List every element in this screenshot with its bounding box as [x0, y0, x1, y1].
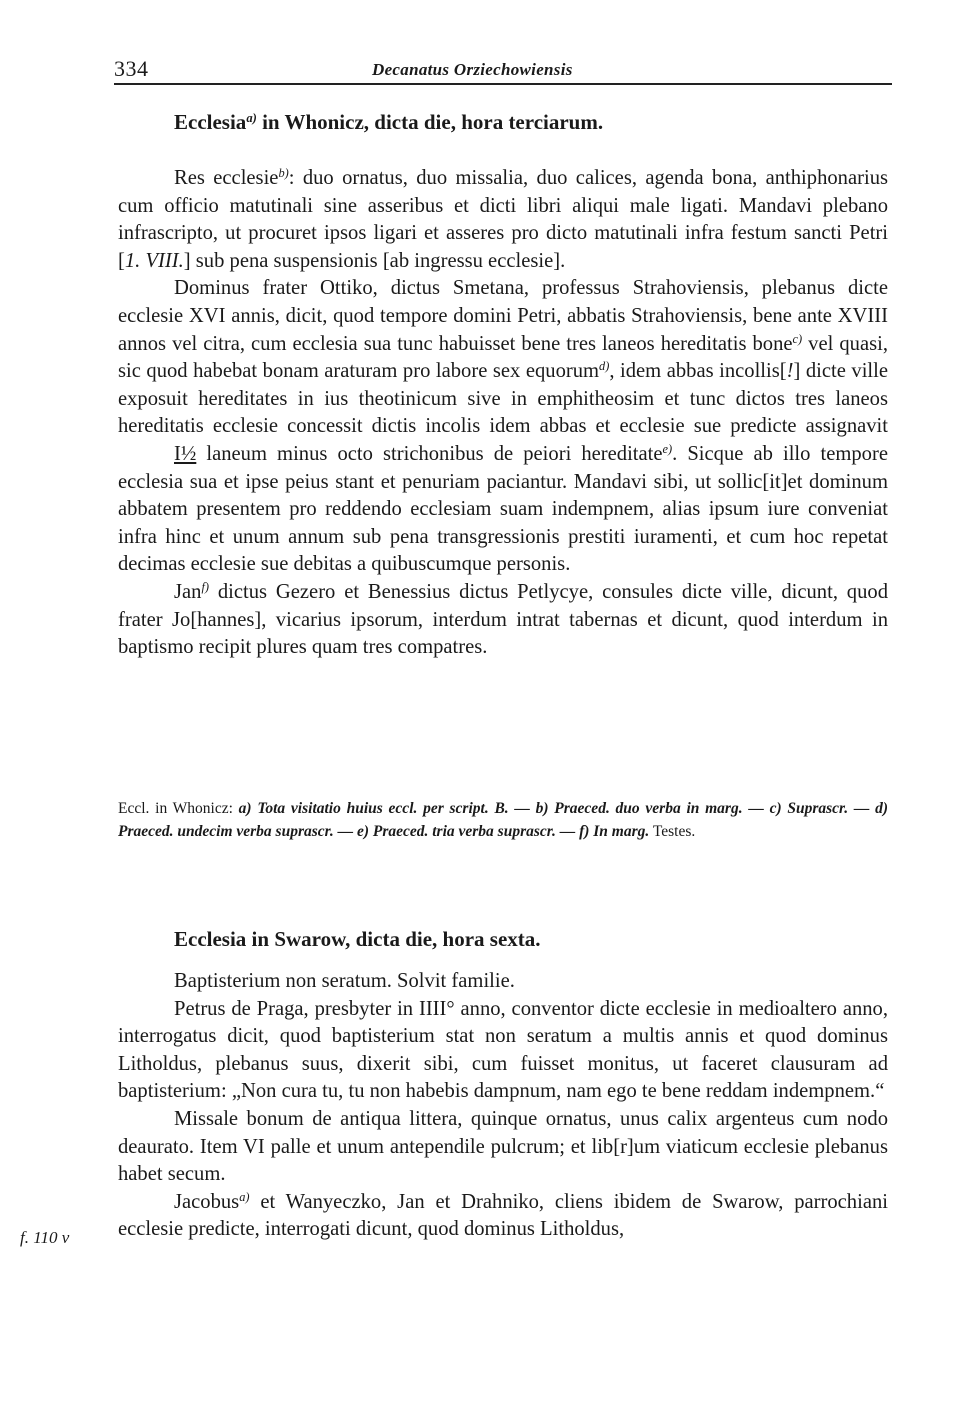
footnote-marker: c) — [792, 331, 803, 346]
notes-text: a) Tota visitatio huius eccl. per script. B. — b) Praeced. duo verba in marg. — c) Suprascr. — d) Praeced. undecim verba suprascr. — e) Praeced. tria verba suprascr. — f) In marg. — [118, 800, 888, 840]
footnote-marker: f) — [201, 580, 210, 595]
date-reference: 1. VIII. — [124, 249, 184, 272]
header-rule — [114, 83, 892, 85]
paragraph — [118, 579, 888, 662]
text-run: dictus Gezero et Benessius dictus Petlycye, consules dicte ville, dicunt, quod frater Jo[hannes], vicarius ipsorum, interdum intrat tabernas et dicunt, quod interdum in baptismo recipit plures quam tres compatres. — [118, 580, 888, 659]
paragraph: Petrus de Praga, presbyter in IIII° anno, conventor dicte ecclesie in medioaltero anno, interrogatus dicit, quod baptisterium stat non seratum a multis annis et quod dominus Litholdus, plebanus suus, dixerit sibi, cum fuisset monitus, ut faceret clausuram ad baptisterium: „Non cura tu, tu non habebis dampnum, nam ego te bene reddam indempnem.“ — [118, 997, 888, 1103]
paragraph — [118, 1189, 888, 1244]
notes-lead: Eccl. in Whonicz: — [118, 800, 239, 817]
critical-apparatus — [118, 798, 888, 843]
text-run: ] dicte ville exposuit hereditates in ius theotinicum sive in emphitheosim et tunc dictos tres laneos hereditatis ecclesie concessit dictis incolis idem abbas et ecclesie sue predicte assignavit — [118, 360, 889, 438]
heading-text: in Whonicz, dicta die, hora terciarum. — [256, 110, 604, 134]
running-title: Decanatus Orziechowiensis — [372, 60, 573, 79]
text-run: Jan — [174, 580, 202, 603]
footnote-marker: a) — [246, 111, 257, 126]
heading-text: Ecclesia — [174, 110, 247, 134]
footnote-marker: b) — [278, 166, 289, 181]
page-number: 334 — [114, 56, 149, 81]
fraction-numeral: I½ — [174, 442, 197, 465]
section-heading-swarow: Ecclesia in Swarow, dicta die, hora sexta. — [174, 927, 541, 951]
text-run: . Sicque ab illo tempore ecclesia sua et ipse peius stant et penuriam paciantur. Mandavi sibi, ut sollic[it]et dominum abbatem presentem pro reddendo ecclesiam suam indempnem, alias ipsum iure conveniat infra hinc et unum annum sub pena transgressionis prestiti iuramenti, et cum hoc repetat decimas ecclesie sue debitas a quibuscumque personis. — [118, 442, 888, 576]
paragraph: Baptisterium non seratum. Solvit familie. — [174, 970, 515, 992]
section-body-swarow — [118, 968, 888, 1244]
text-run: ] sub pena suspensionis [ab ingressu ecclesie]. — [183, 249, 566, 272]
text-run: Dominus frater Ottiko, dictus Smetana, professus Strahoviensis, plebanus dicte ecclesie XVI annis, dicit, quod tempore domini Petri, abbatis Strahoviensis, bene ante XVIII annos vel citra, cum ecclesia sua tunc habuisset bene tres laneos hereditatis bone — [118, 277, 888, 355]
section-heading-whonicz — [174, 110, 603, 135]
paragraph — [118, 165, 888, 275]
text-run: Res ecclesie — [174, 167, 279, 189]
text-run: : duo ornatus, duo missalia, duo calices, agenda bona, anthiphonarius cum officio matutinali sine asseribus et dicti libri aliqui male ligati. Mandavi plebano infrascripto, ut procuret ipsos ligari et asseres pro dicto matutinali infra festum sancti Petri [ — [118, 167, 889, 272]
text-run: Jacobus — [174, 1190, 240, 1213]
footnote-marker: d) — [599, 359, 610, 374]
page-header — [114, 56, 892, 84]
editorial-mark: ! — [786, 360, 794, 383]
text-run: laneum minus octo strichonibus de peiori hereditate — [196, 442, 663, 465]
text-run: , idem abbas incollis[ — [609, 360, 787, 383]
text-run: vel quasi, sic quod habebat bonam araturam pro labore sex equorum — [118, 332, 888, 383]
paragraph: Missale bonum de antiqua littera, quinque ornatus, unus calix argenteus cum nodo deaurato. Item VI palle et unum antependile pulcrum; et lib[r]um viaticum ecclesie plebanus habet secum. — [118, 1107, 888, 1186]
section-body-whonicz — [118, 165, 888, 662]
paragraph — [118, 275, 888, 579]
folio-margin-note: f. 110 v — [20, 1228, 70, 1247]
notes-tail: Testes. — [649, 822, 696, 840]
footnote-marker: a) — [239, 1189, 250, 1204]
footnote-marker: e) — [662, 442, 673, 457]
text-run: et Wanyeczko, Jan et Drahniko, cliens ibidem de Swarow, parrochiani ecclesie predicte, interrogati dicunt, quod dominus Litholdus, — [118, 1190, 888, 1241]
